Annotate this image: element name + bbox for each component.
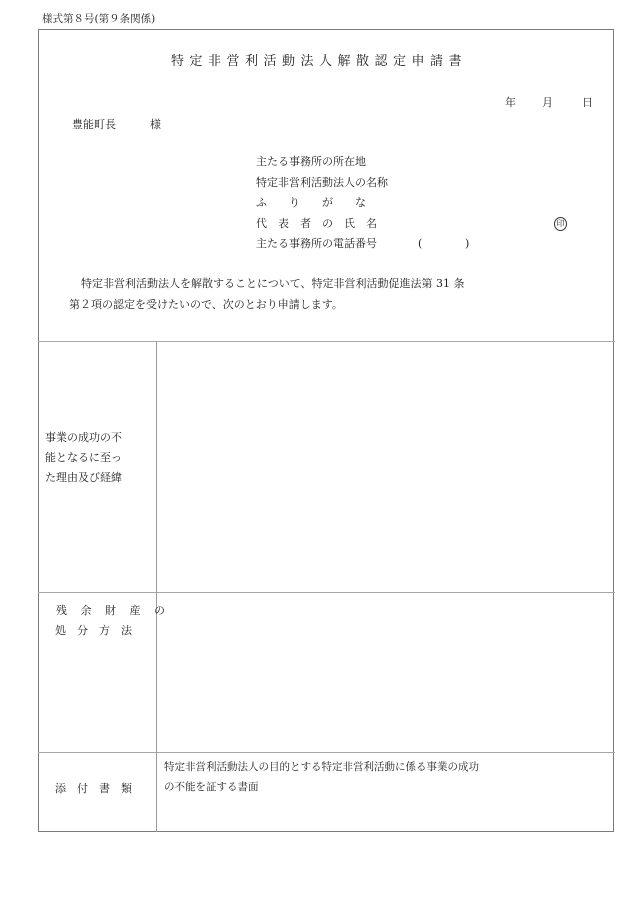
- date-month-label: 月: [542, 96, 553, 109]
- form-number: 様式第８号(第９条関係): [42, 13, 156, 25]
- reason-input-area[interactable]: [158, 343, 614, 592]
- date-year-label: 年: [505, 96, 516, 109]
- row-label-line: 事業の成功の不: [45, 431, 122, 444]
- divider-row-3: [38, 752, 615, 753]
- row-label-line: 添 付 書 類: [55, 782, 132, 795]
- asset-disposal-input-area[interactable]: [158, 594, 614, 752]
- field-furigana-label: ふ り が な: [256, 196, 366, 209]
- statement-line-2: 第２項の認定を受けたいので、次のとおり申請します。: [69, 298, 343, 311]
- divider-row-2: [38, 592, 615, 593]
- form-title: 特定非営利活動法人解散認定申請書: [170, 54, 467, 69]
- row-label-line: 処 分 方 法: [55, 624, 132, 637]
- addressee-name: 豊能町長: [72, 118, 116, 131]
- row-label-line: 能となるに至っ: [45, 451, 122, 464]
- attachment-text-line: の不能を証する書面: [164, 781, 259, 793]
- phone-paren-close: ): [465, 237, 470, 250]
- row-label-line: た理由及び経緯: [45, 471, 122, 484]
- field-phone-label: 主たる事務所の電話番号: [256, 237, 377, 250]
- row-label-line: 残 余 財 産 の: [56, 604, 170, 617]
- field-org-name-label: 特定非営利活動法人の名称: [256, 176, 388, 189]
- column-divider: [156, 342, 157, 832]
- attachment-text-line: 特定非営利活動法人の目的とする特定非営利活動に係る事業の成功: [164, 761, 479, 773]
- date-day-label: 日: [582, 96, 593, 109]
- phone-paren-open: (: [418, 237, 423, 250]
- divider-row-1: [38, 341, 615, 342]
- statement-line-1: 特定非営利活動法人を解散することについて、特定非営利活動促進法第 31 条: [81, 277, 465, 290]
- seal-mark-icon: 印: [554, 217, 567, 231]
- field-office-address-label: 主たる事務所の所在地: [256, 155, 366, 168]
- field-representative-label: 代 表 者 の 氏 名: [256, 217, 377, 230]
- addressee-honorific: 様: [150, 118, 161, 131]
